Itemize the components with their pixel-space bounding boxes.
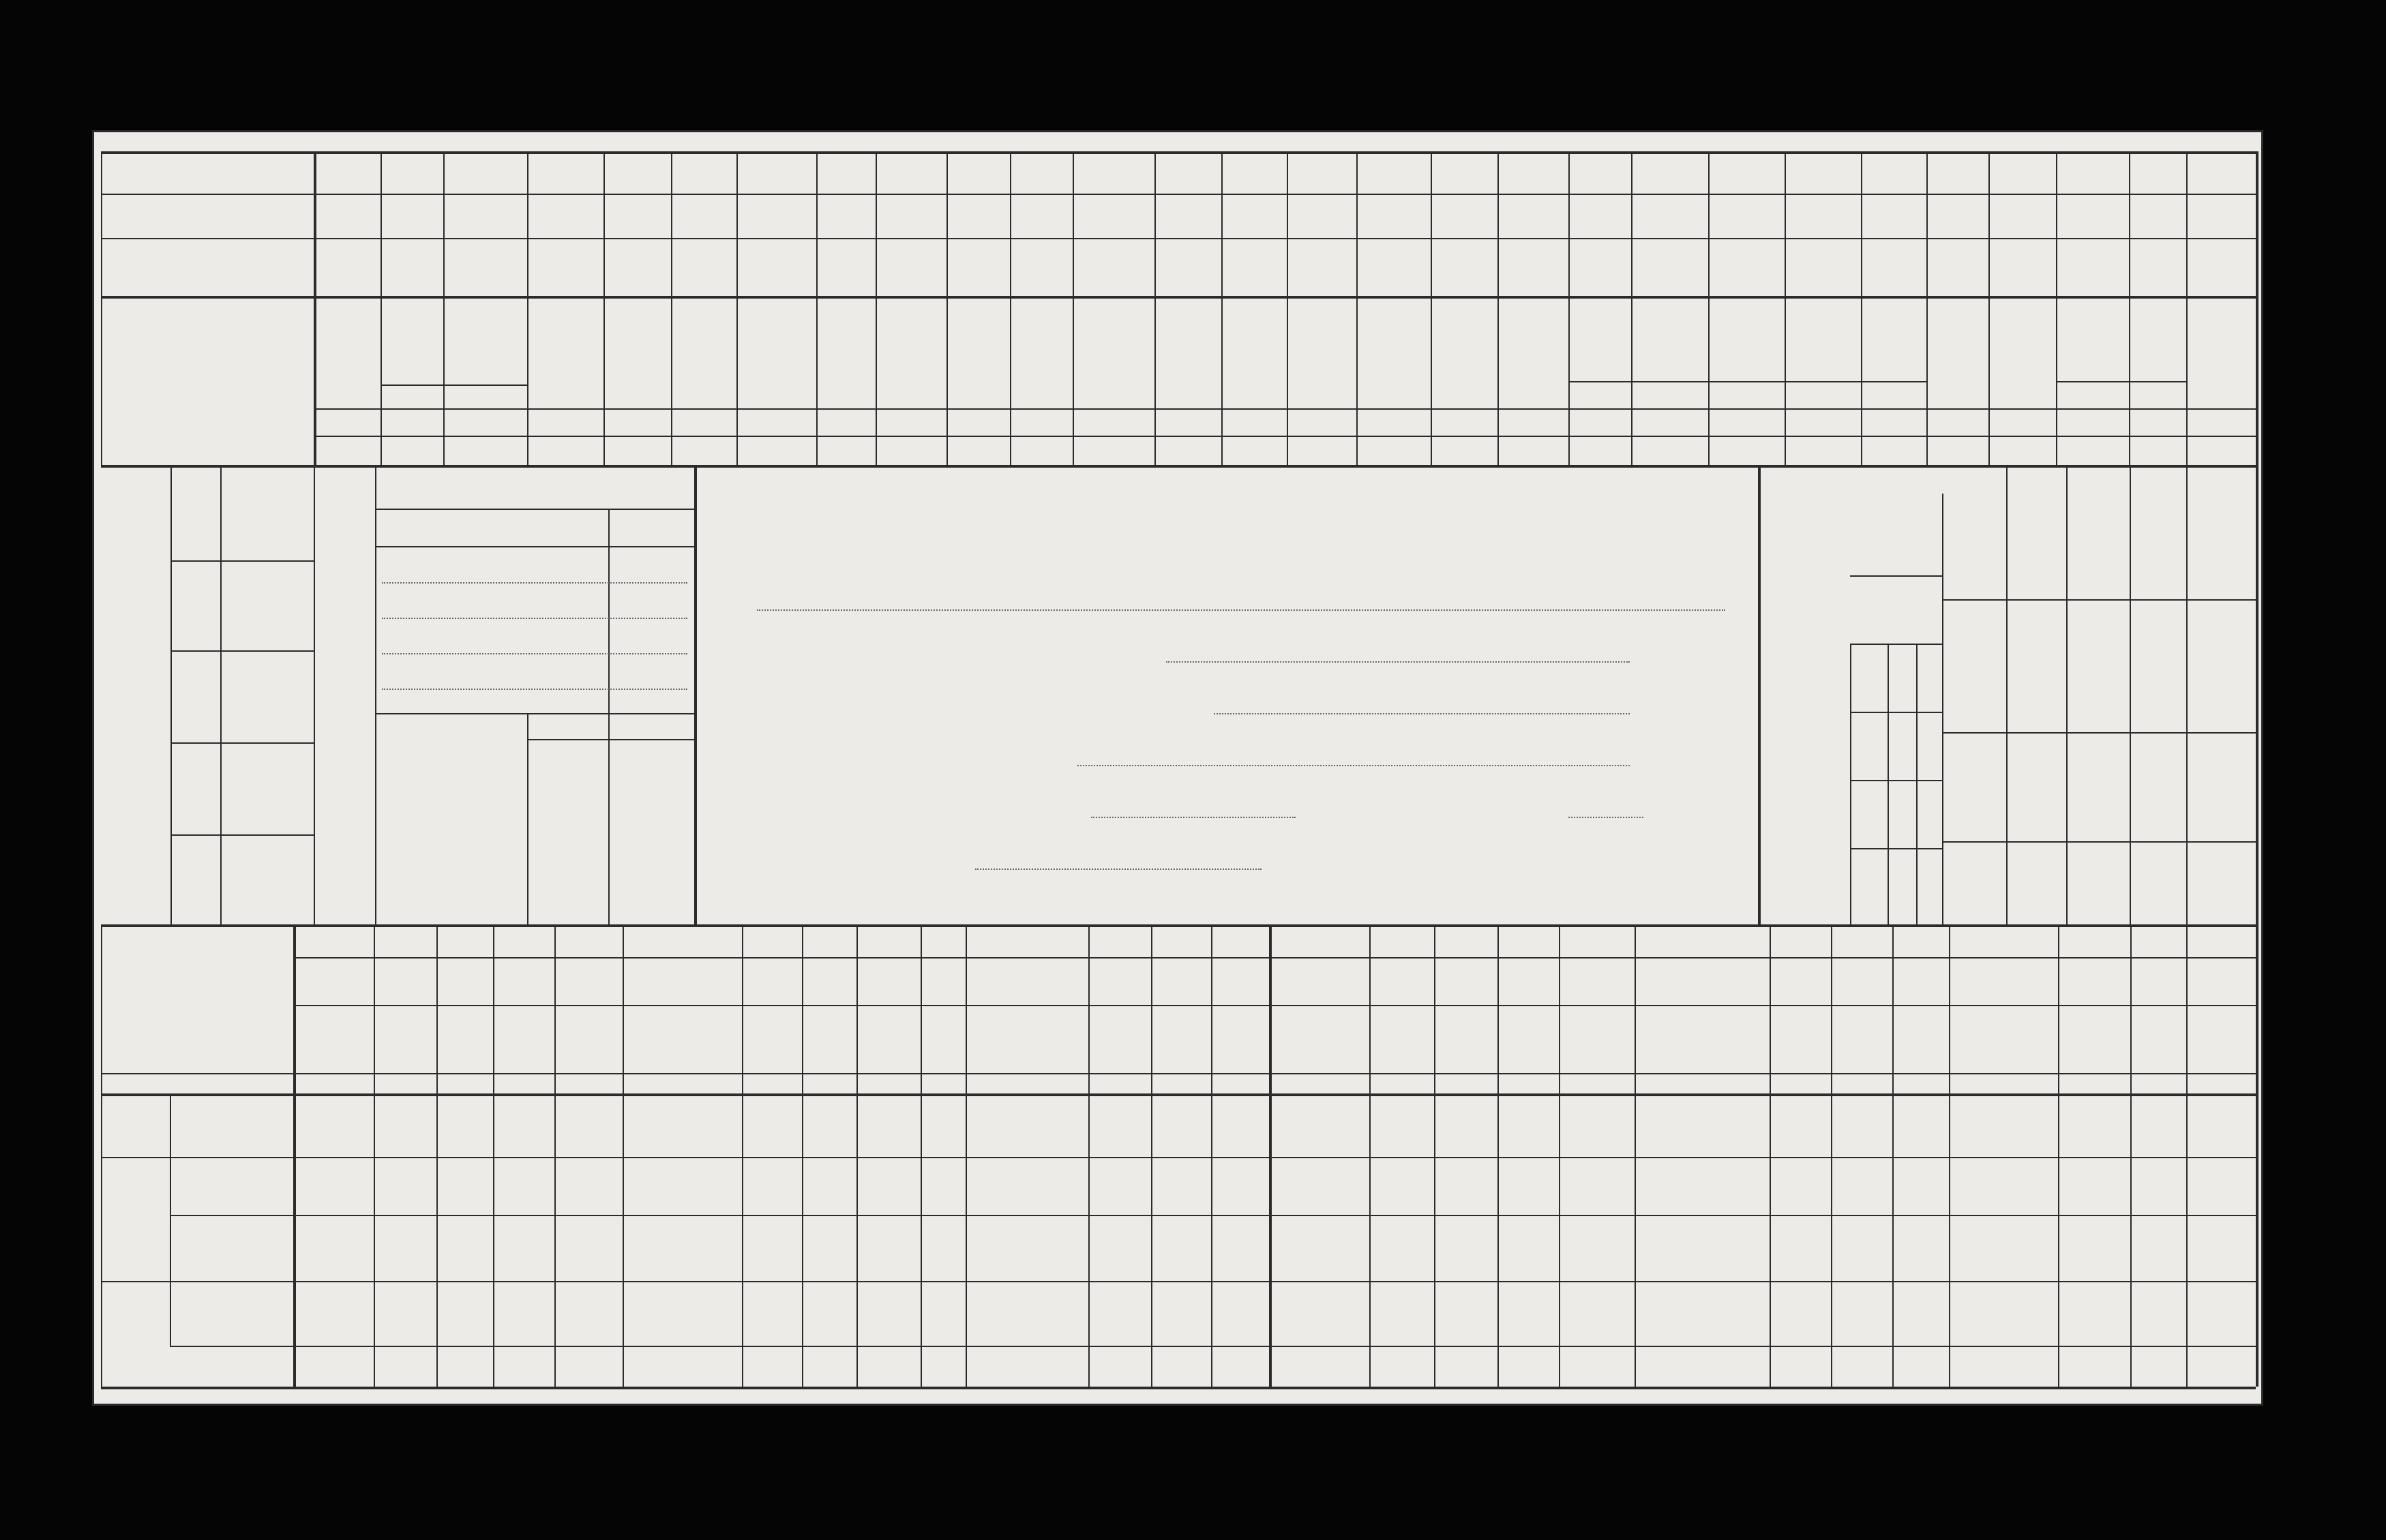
- rule-line: [1942, 841, 2256, 843]
- answer-line[interactable]: [1077, 765, 1630, 766]
- livestock-label: [224, 470, 311, 555]
- livestock-label: [224, 656, 311, 737]
- rule-line: [375, 713, 694, 714]
- lease-col-header: [1152, 1009, 1210, 1070]
- rule-line: [101, 1073, 2256, 1074]
- rule-line: [1151, 924, 1152, 1387]
- rule-line: [101, 296, 2256, 299]
- rule-line: [170, 742, 314, 744]
- rule-line: [2056, 381, 2186, 382]
- rule-line: [742, 924, 743, 1387]
- rule-line: [170, 1346, 2256, 1347]
- rule-line: [1568, 381, 1926, 382]
- crop-header: [1787, 300, 1858, 379]
- rule-line: [2066, 465, 2068, 924]
- rule-line: [170, 834, 314, 836]
- rule-line: [603, 151, 605, 465]
- crop-header: [1289, 300, 1354, 407]
- rule-line: [1369, 924, 1371, 1387]
- rule-line: [671, 151, 672, 465]
- answer-line[interactable]: [1091, 817, 1296, 818]
- lease-col-header: [743, 1009, 801, 1070]
- rule-line: [1850, 712, 1942, 713]
- crop-header: [1929, 300, 1986, 407]
- lease-col-header: [967, 1009, 1087, 1070]
- lease-col-header: [803, 1009, 855, 1070]
- answer-line[interactable]: [975, 869, 1262, 870]
- rule-line: [2186, 924, 2188, 1387]
- rule-line: [2186, 465, 2188, 924]
- rule-line: [1356, 151, 1358, 465]
- rule-line: [293, 924, 296, 1387]
- rule-line: [623, 924, 624, 1387]
- rule-line: [374, 924, 375, 1387]
- population-col-header: [2132, 473, 2183, 589]
- rule-line: [436, 924, 438, 1387]
- crop-header: [2132, 300, 2183, 407]
- rule-line: [375, 509, 694, 510]
- lease-col-header: [556, 1009, 621, 1070]
- livestock-number: [175, 472, 215, 554]
- crop-header: [878, 300, 944, 407]
- rule-line: [101, 238, 2256, 239]
- crop-header: [1224, 300, 1284, 407]
- rule-line: [527, 151, 528, 465]
- livestock-label: [224, 748, 311, 829]
- answer-line[interactable]: [757, 609, 1725, 611]
- rule-line: [101, 151, 102, 465]
- lease-col-header: [1371, 1009, 1433, 1070]
- rule-line: [293, 957, 2256, 958]
- dotted-rule: [382, 689, 687, 690]
- population-col-header: [2069, 841, 2127, 920]
- rule-line: [802, 924, 803, 1387]
- rule-line: [101, 151, 2256, 154]
- population-col-header: [2069, 473, 2127, 589]
- rule-line: [2130, 465, 2131, 924]
- rule-line: [1850, 644, 1942, 645]
- livestock-number: [175, 657, 215, 736]
- crop-header: [1864, 300, 1924, 407]
- crop-header: [1359, 300, 1428, 407]
- rule-line: [1942, 732, 2256, 734]
- population-col-header: [2009, 841, 2063, 920]
- rule-line: [170, 560, 314, 562]
- hired-workers-label: [319, 479, 371, 915]
- nadel-group-label: [104, 1098, 168, 1210]
- population-col-header: [2189, 841, 2253, 920]
- rule-line: [1434, 924, 1435, 1387]
- dotted-rule: [382, 653, 687, 654]
- crop-header: [2059, 300, 2126, 381]
- lease-col-header: [1950, 1009, 2057, 1070]
- rule-line: [2056, 151, 2057, 465]
- rule-line: [2256, 465, 2258, 924]
- rule-line: [1497, 924, 1499, 1387]
- population-number: [1918, 783, 1941, 845]
- population-col-header: [1945, 473, 2003, 589]
- rule-line: [856, 924, 858, 1387]
- rule-line: [736, 151, 738, 465]
- rule-line: [2006, 465, 2008, 924]
- rule-line: [1785, 151, 1786, 465]
- livestock-label: [224, 566, 311, 645]
- census-card: [94, 132, 2261, 1404]
- vsego-label: [1889, 719, 1915, 776]
- rule-line: [876, 151, 877, 465]
- rule-line: [1287, 151, 1288, 465]
- livestock-number: [175, 749, 215, 828]
- rule-line: [493, 924, 494, 1387]
- rule-line: [1942, 599, 2256, 601]
- answer-line[interactable]: [1568, 817, 1643, 818]
- rule-line: [375, 546, 694, 547]
- rule-line: [946, 151, 948, 465]
- rule-line: [921, 924, 922, 1387]
- lease-col-header: [1270, 1009, 1368, 1070]
- rule-line: [1892, 924, 1894, 1387]
- lease-col-header: [1499, 1009, 1557, 1070]
- lease-col-header: [1090, 1009, 1150, 1070]
- rule-line: [2058, 924, 2059, 1387]
- rule-line: [1497, 151, 1499, 465]
- rule-line: [1269, 924, 1272, 1387]
- population-col-header: [2189, 473, 2253, 589]
- rule-line: [170, 650, 314, 652]
- rule-line: [554, 924, 556, 1387]
- incl-label: [1889, 783, 1915, 845]
- crop-header: [674, 300, 734, 407]
- lease-col-header: [1636, 1009, 1768, 1070]
- rule-line: [101, 924, 102, 1387]
- rule-line: [1831, 924, 1832, 1387]
- crop-header: [1013, 300, 1070, 407]
- crop-header: [739, 300, 814, 407]
- rule-line: [2186, 151, 2188, 465]
- vsego-label: [1889, 855, 1915, 920]
- rule-line: [608, 713, 610, 924]
- crop-header: [1634, 300, 1705, 379]
- rule-line: [1221, 151, 1223, 465]
- lease-col-header: [2059, 1009, 2129, 1070]
- lease-col-header: [438, 1009, 492, 1070]
- rule-line: [381, 151, 382, 465]
- rule-line: [1088, 924, 1090, 1387]
- rule-line: [314, 408, 2256, 410]
- rule-line: [1926, 151, 1928, 465]
- rule-line: [170, 1093, 171, 1346]
- crop-header: [1157, 300, 1219, 407]
- rule-line: [1073, 151, 1074, 465]
- men-label: [1852, 855, 1886, 920]
- rule-line: [2129, 151, 2130, 465]
- population-title: [1765, 514, 1847, 896]
- rule-line: [101, 1387, 2256, 1389]
- rule-line: [1211, 924, 1212, 1387]
- rule-line: [1850, 644, 1851, 924]
- incl-label: [1889, 647, 1915, 708]
- rule-line: [1758, 465, 1761, 924]
- rule-line: [1942, 494, 1943, 924]
- rule-line: [2130, 924, 2132, 1387]
- rule-line: [1559, 924, 1560, 1387]
- crop-header: [1500, 300, 1566, 407]
- rule-line: [443, 151, 445, 465]
- rule-line: [816, 151, 818, 465]
- crop-header: [949, 300, 1007, 407]
- non-nadel-group-label: [104, 1220, 168, 1342]
- rule-line: [694, 465, 697, 924]
- rule-line: [1708, 151, 1710, 465]
- lease-col-header: [1435, 1009, 1496, 1070]
- rule-line: [527, 739, 694, 740]
- lease-col-header: [1771, 1009, 1830, 1070]
- rule-line: [314, 436, 2256, 437]
- rule-line: [101, 1157, 2256, 1158]
- population-number: [1918, 569, 1941, 630]
- rule-line: [1154, 151, 1156, 465]
- population-col-header: [1945, 841, 2003, 920]
- rule-line: [1988, 151, 1990, 465]
- crop-header: [316, 300, 378, 407]
- rule-line: [220, 465, 222, 924]
- rule-line: [1568, 151, 1570, 465]
- rule-line: [2256, 151, 2258, 465]
- population-number: [1918, 647, 1941, 708]
- rule-line: [1010, 151, 1011, 465]
- population-col-header: [2009, 473, 2063, 589]
- answer-line[interactable]: [1214, 713, 1630, 714]
- rule-line: [1631, 151, 1632, 465]
- rule-line: [101, 924, 2256, 927]
- rule-line: [1949, 924, 1950, 1387]
- dotted-rule: [382, 582, 687, 584]
- crop-header: [1991, 300, 2053, 381]
- crop-header: [606, 300, 668, 407]
- rule-line: [101, 1093, 2256, 1096]
- answer-line[interactable]: [1166, 661, 1630, 663]
- rule-line: [314, 465, 315, 924]
- crop-header: [1711, 300, 1782, 379]
- livestock-number: [175, 841, 215, 918]
- rule-line: [1850, 848, 1942, 849]
- rule-line: [101, 194, 2256, 195]
- crop-header: [530, 300, 601, 407]
- population-number: [1918, 719, 1941, 780]
- crop-header: [1571, 300, 1628, 379]
- rule-line: [381, 384, 527, 386]
- rule-line: [375, 465, 376, 924]
- women-label: [1852, 719, 1886, 841]
- rule-line: [170, 465, 172, 924]
- rule-line: [101, 465, 2256, 468]
- rule-line: [1770, 924, 1771, 1387]
- rule-line: [170, 1215, 2256, 1216]
- lease-col-header: [858, 1009, 919, 1070]
- crop-header: [1075, 300, 1152, 407]
- rule-line: [1635, 924, 1636, 1387]
- rule-line: [1861, 151, 1862, 465]
- lease-col-header: [494, 1009, 553, 1070]
- rule-line: [101, 1281, 2256, 1282]
- rule-line: [1431, 151, 1432, 465]
- rule-line: [2256, 924, 2258, 1387]
- rule-line: [293, 1005, 2256, 1006]
- crop-header: [1433, 300, 1495, 407]
- population-col-header: [2132, 841, 2183, 920]
- rule-line: [966, 924, 967, 1387]
- crop-header: [819, 300, 873, 407]
- itogo-both-label: [1860, 569, 1915, 640]
- lease-col-header: [2132, 1009, 2185, 1070]
- livestock-number: [175, 567, 215, 644]
- lease-col-header: [1832, 1009, 1891, 1070]
- population-number: [1918, 855, 1941, 916]
- lease-col-header: [375, 1009, 435, 1070]
- rule-line: [527, 713, 528, 924]
- dotted-rule: [382, 618, 687, 619]
